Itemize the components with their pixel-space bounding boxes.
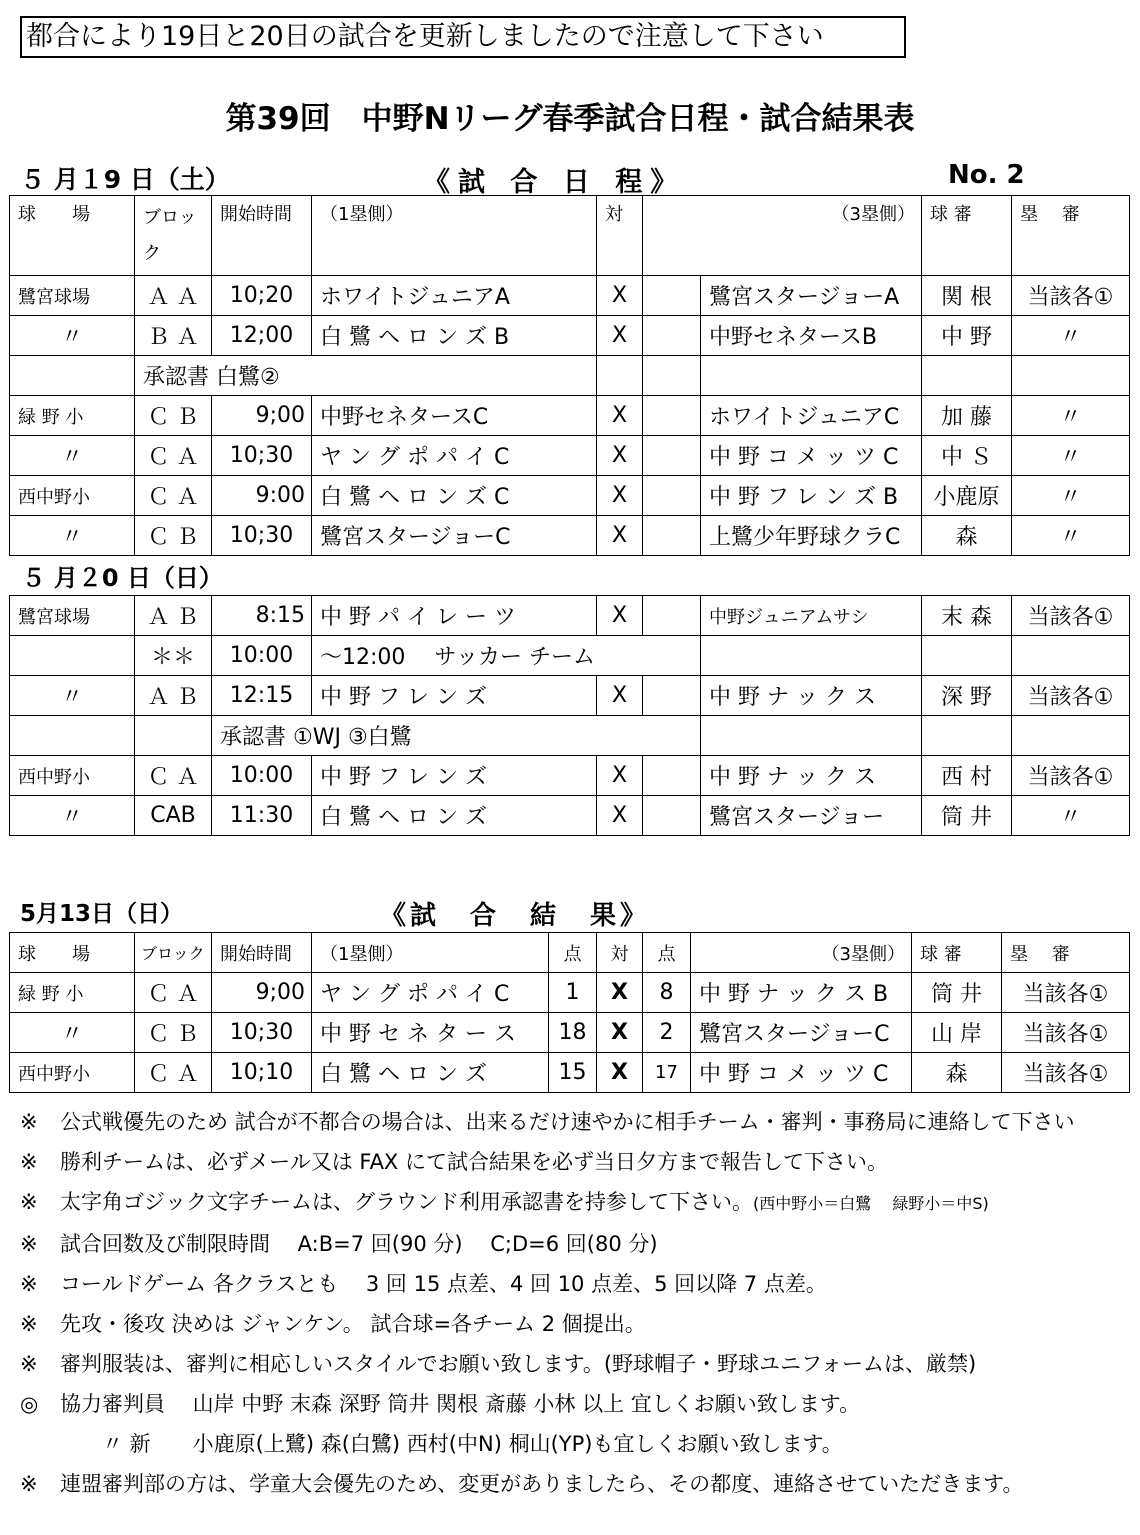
spacer [643, 316, 701, 356]
team-first-base: 白 鷺 ヘ ロ ン ズ [312, 796, 597, 836]
team-third-base: 中野セネタースB [701, 316, 922, 356]
col-time: 開始時間 [212, 933, 312, 973]
table-row [10, 756, 1130, 796]
plate-umpire: 関 根 [922, 276, 1012, 316]
table-row [10, 796, 1130, 836]
note-text-wrap [60, 1182, 1130, 1224]
empty-cell [10, 716, 135, 756]
team-third-base: 中 野 ナ ッ ク ス [701, 756, 922, 796]
results-header-row [10, 933, 1130, 973]
results-table [9, 932, 1130, 1093]
plate-umpire: 西 村 [922, 756, 1012, 796]
empty-cell [1012, 356, 1130, 396]
spacer [643, 676, 701, 716]
plate-umpire: 森 [912, 1053, 1002, 1093]
schedule-date-1: ５ 月１9 日（土） [20, 165, 230, 194]
team-third-base: 中野ジュニアムサシ [701, 596, 922, 636]
update-notice: 都合により19日と20日の試合を更新しましたので注意して下さい [20, 16, 906, 58]
empty-cell [701, 636, 922, 676]
col-umpire: 球 審 [912, 933, 1002, 973]
page-number: No. 2 [948, 160, 1025, 190]
venue: 西中野小 [10, 1053, 135, 1093]
team-first-base: 中野セネタースC [312, 396, 597, 436]
note-item [20, 1464, 1130, 1504]
special-row [10, 636, 1130, 676]
block: Ｃ Ａ [135, 476, 212, 516]
note-item [20, 1264, 1130, 1304]
col-score1: 点 [549, 933, 597, 973]
spacer [643, 796, 701, 836]
venue: 鷺宮球場 [10, 596, 135, 636]
plate-umpire: 小鹿原 [922, 476, 1012, 516]
col-venue: 球 場 [10, 933, 135, 973]
block: Ｃ Ｂ [135, 1013, 212, 1053]
plate-umpire: 中 野 [922, 316, 1012, 356]
start-time: 10;30 [212, 516, 312, 556]
col-vs: 対 [597, 196, 643, 276]
venue: 緑 野 小 [10, 973, 135, 1013]
base-umpire: 〃 [1012, 436, 1130, 476]
empty-cell [922, 356, 1012, 396]
col-base-umpire: 塁 審 [1002, 933, 1130, 973]
spacer [643, 596, 701, 636]
start-time: 10;20 [212, 276, 312, 316]
team-third-base: ホワイトジュニアC [701, 396, 922, 436]
note-text: 公式戦優先のため 試合が不都合の場合は、出来るだけ速やかに相手チーム・審判・事務局に連絡して下さい [60, 1110, 1075, 1134]
venue: 緑 野 小 [10, 396, 135, 436]
notes-section [20, 1102, 1130, 1504]
team-first-base: 中 野 フ レ ン ズ [312, 676, 597, 716]
note-item [20, 1344, 1130, 1384]
col-block: ブロック [135, 933, 212, 973]
venue: 〃 [10, 676, 135, 716]
table-row [10, 596, 1130, 636]
plate-umpire: 加 藤 [922, 396, 1012, 436]
col-team3: （3塁側） [701, 196, 922, 276]
base-umpire: 当該各① [1012, 596, 1130, 636]
col-base-umpire: 塁 審 [1012, 196, 1130, 276]
note-mark: ※ [20, 1272, 38, 1296]
col-score3: 点 [643, 933, 691, 973]
col-time: 開始時間 [212, 196, 312, 276]
team-third-base: 中 野 ナ ッ ク ス [701, 676, 922, 716]
vs-mark: X [597, 516, 643, 556]
start-time: 11:30 [212, 796, 312, 836]
table-row [10, 1013, 1130, 1053]
schedule-heading: 《試 合 日 程》 [423, 167, 686, 198]
note-small-text: (西中野小＝白鷺 緑野小＝中S) [753, 1194, 989, 1213]
start-time: 12:15 [212, 676, 312, 716]
base-umpire: 当該各① [1012, 676, 1130, 716]
approval-note-row [10, 716, 1130, 756]
start-time: 10;30 [212, 436, 312, 476]
spacer [643, 396, 701, 436]
note-mark: ※ [20, 1352, 38, 1376]
venue: 〃 [10, 516, 135, 556]
approval-note-row [10, 356, 1130, 396]
results-header [20, 895, 1120, 929]
team-first-base: 白 鷺 ヘ ロ ン ズ C [312, 476, 597, 516]
start-time: 12;00 [212, 316, 312, 356]
note-item [20, 1102, 1130, 1142]
plate-umpire: 山 岸 [912, 1013, 1002, 1053]
block: Ａ Ｂ [135, 596, 212, 636]
vs-mark: X [597, 396, 643, 436]
plate-umpire: 中 Ｓ [922, 436, 1012, 476]
team-first-base: 白 鷺 ヘ ロ ン ズ B [312, 316, 597, 356]
table-row [10, 676, 1130, 716]
empty-cell [922, 636, 1012, 676]
block: Ｂ Ａ [135, 316, 212, 356]
base-umpire: 〃 [1012, 796, 1130, 836]
vs-mark: X [597, 1013, 643, 1053]
table-row [10, 1053, 1130, 1093]
block: Ｃ Ａ [135, 436, 212, 476]
col-team1: （1塁側） [312, 933, 549, 973]
col-vs: 対 [597, 933, 643, 973]
date-row [10, 556, 1130, 596]
plate-umpire: 末 森 [922, 596, 1012, 636]
base-umpire: 〃 [1012, 396, 1130, 436]
venue: 鷺宮球場 [10, 276, 135, 316]
start-time: 9;00 [212, 396, 312, 436]
base-umpire: 〃 [1012, 316, 1130, 356]
start-time: 10:00 [212, 756, 312, 796]
results-date: 5月13日（日） [20, 901, 184, 927]
block: Ｃ Ａ [135, 973, 212, 1013]
note-text: 協力審判員 山岸 中野 末森 深野 筒井 関根 斎藤 小林 以上 宜しくお願い致します。 [60, 1392, 861, 1416]
note-mark [20, 1424, 60, 1464]
empty-cell [1012, 716, 1130, 756]
vs-mark: X [597, 436, 643, 476]
vs-mark: X [597, 756, 643, 796]
vs-mark: X [597, 596, 643, 636]
plate-umpire: 深 野 [922, 676, 1012, 716]
team-first-base: 中 野 セ ネ タ ー ス [312, 1013, 549, 1053]
table-row [10, 316, 1130, 356]
venue: 〃 [10, 1013, 135, 1053]
score-third-base: 17 [643, 1053, 691, 1093]
note-item [20, 1424, 1130, 1464]
score-third-base: 2 [643, 1013, 691, 1053]
table-row [10, 516, 1130, 556]
vs-mark: X [597, 973, 643, 1013]
note-item [20, 1304, 1130, 1344]
table-row [10, 436, 1130, 476]
col-venue: 球 場 [10, 196, 135, 276]
score-first-base: 1 [549, 973, 597, 1013]
note-item [20, 1384, 1130, 1424]
team-first-base: ヤ ン グ ポ パ イ C [312, 973, 549, 1013]
special-event: ～12:00 サッカー チーム [312, 636, 701, 676]
empty-cell [701, 716, 922, 756]
col-team1: （1塁側） [312, 196, 597, 276]
team-third-base: 鷺宮スタージョーA [701, 276, 922, 316]
venue: 〃 [10, 796, 135, 836]
team-first-base: 中 野 パ イ レ ー ツ [312, 596, 597, 636]
note-mark: ※ [20, 1150, 38, 1174]
start-time: 10:00 [212, 636, 312, 676]
block: CAB [135, 796, 212, 836]
empty-cell [10, 356, 135, 396]
team-third-base: 中 野 ナ ッ ク ス B [691, 973, 912, 1013]
empty-cell [1012, 636, 1130, 676]
team-first-base: ホワイトジュニアA [312, 276, 597, 316]
note-text: 連盟審判部の方は、学童大会優先のため、変更がありましたら、その都度、連絡させていただきます。 [60, 1472, 1024, 1496]
spacer [643, 276, 701, 316]
empty-cell [10, 636, 135, 676]
col-umpire: 球 審 [922, 196, 1012, 276]
empty-cell [643, 356, 701, 396]
venue: 西中野小 [10, 476, 135, 516]
block: Ｃ Ａ [135, 1053, 212, 1093]
base-umpire: 〃 [1012, 476, 1130, 516]
block: Ａ Ｂ [135, 676, 212, 716]
table-row [10, 476, 1130, 516]
note-text: 太字角ゴジック文字チームは、グラウンド利用承認書を持参して下さい。 [60, 1190, 753, 1214]
base-umpire: 当該各① [1002, 973, 1130, 1013]
vs-mark: X [597, 1053, 643, 1093]
note-text: 先攻・後攻 決めは ジャンケン。 試合球=各チーム 2 個提出。 [60, 1312, 646, 1336]
score-first-base: 15 [549, 1053, 597, 1093]
base-umpire: 当該各① [1012, 756, 1130, 796]
block: Ａ Ａ [135, 276, 212, 316]
base-umpire: 当該各① [1012, 276, 1130, 316]
note-mark: ※ [20, 1110, 38, 1134]
note-text: 審判服装は、審判に相応しいスタイルでお願い致します。(野球帽子・野球ユニフォームは、厳禁) [60, 1352, 977, 1376]
vs-mark: X [597, 276, 643, 316]
table-row [10, 973, 1130, 1013]
empty-cell [701, 356, 922, 396]
block: ＊＊ [135, 636, 212, 676]
team-third-base: 鷺宮スタージョーC [691, 1013, 912, 1053]
schedule-header [20, 160, 1120, 198]
table-row [10, 396, 1130, 436]
results-heading: 《試 合 結 果》 [380, 901, 651, 931]
block: Ｃ Ａ [135, 756, 212, 796]
vs-mark: X [597, 476, 643, 516]
spacer [643, 436, 701, 476]
approval-note: 承認書 ①WJ ③白鷺 [212, 716, 701, 756]
vs-mark: X [597, 316, 643, 356]
note-text: 〃 新 小鹿原(上鷺) 森(白鷺) 西村(中N) 桐山(YP)も宜しくお願い致します。 [60, 1432, 843, 1456]
note-text: 勝利チームは、必ずメール又は FAX にて試合結果を必ず当日夕方まで報告して下さい。 [60, 1150, 888, 1174]
team-first-base: 鷺宮スタージョーC [312, 516, 597, 556]
empty-cell [135, 716, 212, 756]
team-third-base: 上鷺少年野球クラC [701, 516, 922, 556]
note-mark: ※ [20, 1312, 38, 1336]
team-third-base: 鷺宮スタージョー [701, 796, 922, 836]
base-umpire: 当該各① [1002, 1013, 1130, 1053]
team-first-base: 白 鷺 ヘ ロ ン ズ [312, 1053, 549, 1093]
start-time: 10;10 [212, 1053, 312, 1093]
vs-mark: X [597, 796, 643, 836]
approval-note: 承認書 白鷺② [135, 356, 597, 396]
plate-umpire: 森 [922, 516, 1012, 556]
venue: 西中野小 [10, 756, 135, 796]
team-third-base: 中 野 コ メ ッ ツ C [691, 1053, 912, 1093]
base-umpire: 当該各① [1002, 1053, 1130, 1093]
page-title: 第39回 中野Nリーグ春季試合日程・試合結果表 [225, 101, 915, 137]
venue: 〃 [10, 436, 135, 476]
team-first-base: ヤ ン グ ポ パ イ C [312, 436, 597, 476]
note-item [20, 1182, 1130, 1224]
team-third-base: 中 野 コ メ ッ ツ C [701, 436, 922, 476]
start-time: 10;30 [212, 1013, 312, 1053]
table-row [10, 276, 1130, 316]
col-spacer [643, 196, 701, 276]
schedule-header-row [10, 196, 1130, 276]
empty-cell [922, 716, 1012, 756]
start-time: 9;00 [212, 973, 312, 1013]
team-first-base: 中 野 フ レ ン ズ [312, 756, 597, 796]
start-time: 8:15 [212, 596, 312, 636]
plate-umpire: 筒 井 [912, 973, 1002, 1013]
score-third-base: 8 [643, 973, 691, 1013]
col-block: ブロック [135, 196, 212, 276]
start-time: 9:00 [212, 476, 312, 516]
schedule-table [9, 195, 1130, 836]
note-mark: ※ [20, 1190, 38, 1214]
note-text: コールドゲーム 各クラスとも 3 回 15 点差、4 回 10 点差、5 回以降 7 点差。 [60, 1272, 827, 1296]
schedule-date-2: ５ 月２0 日（日） [10, 556, 1130, 596]
base-umpire: 〃 [1012, 516, 1130, 556]
note-text: 試合回数及び制限時間 A:B=7 回(90 分) C;D=6 回(80 分) [60, 1232, 658, 1256]
score-first-base: 18 [549, 1013, 597, 1053]
block: Ｃ Ｂ [135, 396, 212, 436]
empty-cell [597, 356, 643, 396]
plate-umpire: 筒 井 [922, 796, 1012, 836]
col-team3: （3塁側） [691, 933, 912, 973]
venue: 〃 [10, 316, 135, 356]
vs-mark: X [597, 676, 643, 716]
note-item [20, 1142, 1130, 1182]
note-item [20, 1224, 1130, 1264]
block: Ｃ Ｂ [135, 516, 212, 556]
spacer [643, 516, 701, 556]
team-third-base: 中 野 フ レ ン ズ B [701, 476, 922, 516]
note-mark: ※ [20, 1232, 38, 1256]
spacer [643, 476, 701, 516]
note-mark: ※ [20, 1472, 38, 1496]
note-mark: ◎ [20, 1392, 39, 1416]
spacer [643, 756, 701, 796]
